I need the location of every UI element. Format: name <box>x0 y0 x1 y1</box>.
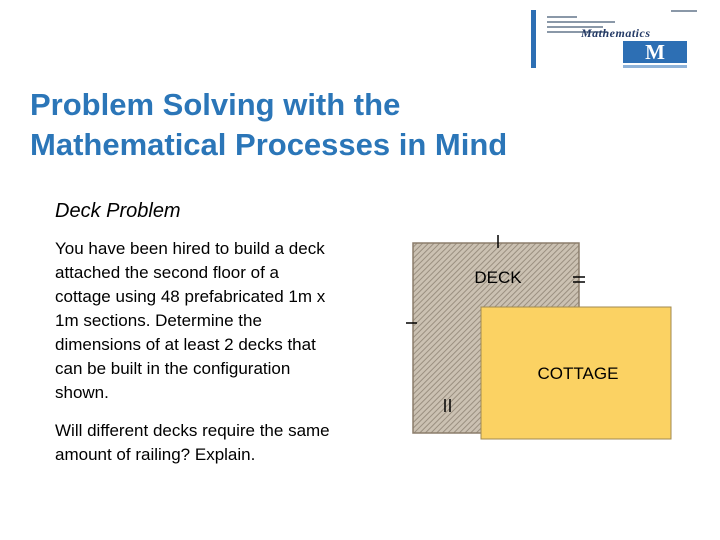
logo-m-block <box>623 41 687 63</box>
title-line: Mathematical Processes in Mind <box>30 127 508 162</box>
deck-cottage-diagram <box>395 225 685 445</box>
text-line: cottage using 48 prefabricated 1m x <box>55 287 326 306</box>
logo-fine-print <box>547 21 615 23</box>
logo-fine-print <box>671 10 697 12</box>
mathematics-logo <box>531 6 701 68</box>
logo-accent-bar <box>531 10 536 68</box>
page-title <box>30 85 690 165</box>
text-line: dimensions of at least 2 decks that <box>55 335 316 354</box>
logo-letter: M <box>645 40 665 64</box>
text-line: amount of railing? Explain. <box>55 445 256 464</box>
deck-label: DECK <box>474 268 522 287</box>
logo-fine-print <box>547 16 577 18</box>
problem-statement <box>55 237 395 405</box>
title-line: Problem Solving with the <box>30 87 401 122</box>
follow-up-question <box>55 419 395 467</box>
section-subtitle: Deck Problem <box>55 200 181 222</box>
text-line: You have been hired to build a deck <box>55 239 325 258</box>
text-line: can be built in the configuration <box>55 359 291 378</box>
cottage-label: COTTAGE <box>537 364 619 383</box>
text-line: attached the second floor of a <box>55 263 279 282</box>
text-line: Will different decks require the same <box>55 421 330 440</box>
text-line: shown. <box>55 383 109 402</box>
logo-stripe <box>623 65 687 68</box>
logo-wordmark: Mathematics <box>581 26 651 38</box>
text-line: 1m sections. Determine the <box>55 311 262 330</box>
